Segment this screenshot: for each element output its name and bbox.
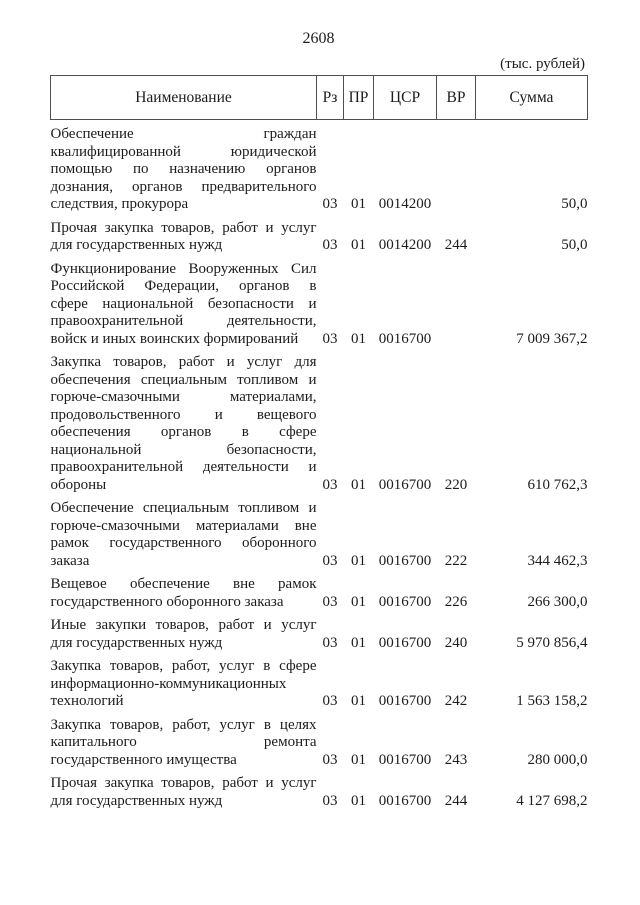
row-rz-cell: 03	[322, 792, 338, 809]
table-row	[51, 711, 588, 770]
row-csr-cell: 0014200	[378, 196, 432, 212]
row-vr-cell: 220	[444, 476, 468, 493]
page-content	[50, 0, 587, 810]
col-header-vr: ВР	[437, 76, 476, 120]
row-pr-cell: 01	[351, 237, 366, 253]
row-sum-cell: 344 462,3	[527, 552, 588, 569]
row-name-cell	[51, 214, 317, 255]
row-vr-cell: 240	[444, 634, 468, 651]
row-sum-cell: 1 563 158,2	[516, 693, 588, 709]
row-name-line: обороны	[50, 476, 107, 493]
row-name-line: заказа	[50, 552, 90, 569]
row-csr-cell: 0014200	[378, 237, 432, 253]
row-name-line: Закупка товаров, работ и услуг для	[50, 354, 317, 370]
col-header-pr: ПР	[344, 76, 374, 120]
row-csr-cell: 0016700	[378, 751, 432, 768]
table-row	[51, 494, 588, 570]
row-vr-cell: 222	[444, 552, 468, 569]
page-number: 2608	[302, 30, 335, 47]
row-name-line: Вещевое обеспечение вне рамок	[50, 576, 317, 592]
row-name-line: для государственных нужд	[50, 237, 223, 253]
row-pr-cell: 01	[351, 792, 366, 809]
row-name-line: войск и иных воинских формирований	[50, 330, 299, 347]
row-name-line: правоохранительной деятельности и	[50, 459, 317, 475]
row-vr-cell	[437, 255, 476, 349]
budget-table-body	[51, 120, 588, 811]
row-rz-cell: 03	[322, 237, 338, 253]
row-vr-cell	[437, 120, 476, 214]
row-name-cell	[51, 120, 317, 214]
row-name-line: дознания, органов предварительного	[50, 178, 317, 195]
row-name-cell	[51, 255, 317, 349]
table-row	[51, 611, 588, 652]
row-name-line: Прочая закупка товаров, работ и услуг	[50, 219, 317, 236]
row-rz-cell: 03	[322, 634, 338, 651]
row-name-line: Иные закупки товаров, работ и услуг	[50, 617, 317, 633]
row-rz-cell: 03	[322, 593, 338, 610]
table-row	[51, 255, 588, 349]
row-name-line: рамок государственного оборонного	[50, 535, 317, 551]
row-pr-cell: 01	[351, 196, 366, 212]
row-name-line: национальной безопасности,	[50, 441, 317, 458]
row-name-line: продовольственного и вещевого	[50, 406, 317, 423]
row-name-cell	[51, 570, 317, 611]
row-csr-cell: 0016700	[378, 476, 432, 493]
row-pr-cell: 01	[351, 693, 366, 709]
row-name-line: правоохранительной деятельности,	[50, 313, 317, 329]
row-name-line: обеспечения органов в сфере	[50, 424, 317, 440]
row-name-line: горюче-смазочными материалами вне	[50, 517, 317, 534]
row-csr-cell: 0016700	[378, 593, 432, 610]
row-pr-cell: 01	[351, 330, 366, 347]
row-pr-cell: 01	[351, 751, 366, 768]
col-header-naimenovanie: Наименование	[51, 76, 317, 120]
row-name-line: Прочая закупка товаров, работ и услуг	[50, 775, 317, 791]
row-name-line: информационно-коммуникационных	[50, 675, 287, 692]
row-csr-cell: 0016700	[378, 792, 432, 809]
row-sum-cell: 266 300,0	[527, 593, 588, 610]
row-sum-cell: 7 009 367,2	[516, 330, 588, 347]
row-name-cell	[51, 769, 317, 810]
row-rz-cell: 03	[322, 330, 338, 347]
row-vr-cell: 242	[444, 693, 468, 709]
row-name-cell	[51, 611, 317, 652]
row-sum-cell: 5 970 856,4	[516, 634, 588, 651]
row-rz-cell: 03	[322, 196, 338, 212]
row-name-line: сфере национальной безопасности и	[50, 295, 317, 312]
row-name-line: государственного имущества	[50, 751, 237, 768]
row-name-cell	[51, 348, 317, 494]
row-rz-cell: 03	[322, 476, 338, 493]
row-name-line: для государственных нужд	[50, 634, 223, 651]
row-name-line: помощью по назначению органов	[50, 161, 317, 177]
table-row	[51, 348, 588, 494]
table-row	[51, 652, 588, 711]
row-vr-cell: 243	[444, 751, 468, 768]
row-sum-cell: 610 762,3	[527, 476, 588, 493]
row-pr-cell: 01	[351, 634, 366, 651]
row-name-line: технологий	[50, 693, 124, 709]
budget-table	[50, 75, 588, 810]
row-name-cell	[51, 652, 317, 711]
row-pr-cell: 01	[351, 552, 366, 569]
row-csr-cell: 0016700	[378, 330, 432, 347]
row-rz-cell: 03	[322, 552, 338, 569]
row-name-line: для государственных нужд	[50, 792, 223, 809]
table-row	[51, 214, 588, 255]
col-header-rz: Рз	[317, 76, 344, 120]
row-csr-cell: 0016700	[378, 693, 432, 709]
row-name-line: следствия, прокурора	[50, 196, 189, 212]
row-name-line: государственного оборонного заказа	[50, 593, 284, 610]
table-row	[51, 120, 588, 214]
row-csr-cell: 0016700	[378, 634, 432, 651]
budget-table-header	[51, 76, 588, 120]
units-note: (тыс. рублей)	[500, 56, 585, 72]
row-sum-cell: 50,0	[561, 237, 588, 253]
row-pr-cell: 01	[351, 593, 366, 610]
col-header-csr: ЦСР	[374, 76, 437, 120]
row-name-line: горюче-смазочными материалами,	[50, 389, 317, 405]
row-name-line: капитального ремонта	[50, 734, 317, 750]
row-vr-cell: 244	[444, 792, 468, 809]
row-name-line: квалифицированной юридической	[50, 143, 317, 160]
row-pr-cell: 01	[351, 476, 366, 493]
table-row	[51, 769, 588, 810]
row-name-line: Российской Федерации, органов в	[50, 278, 317, 294]
row-name-cell	[51, 494, 317, 570]
row-sum-cell: 280 000,0	[527, 751, 588, 768]
col-header-summa: Сумма	[476, 76, 588, 120]
row-name-line: Закупка товаров, работ, услуг в целях	[50, 716, 317, 733]
row-name-line: Обеспечение специальным топливом и	[50, 500, 317, 516]
row-rz-cell: 03	[322, 693, 338, 709]
row-vr-cell: 244	[444, 237, 468, 253]
row-vr-cell: 226	[444, 593, 468, 610]
header-row	[51, 76, 588, 120]
row-name-cell	[51, 711, 317, 770]
row-name-line: Функционирование Вооруженных Сил	[50, 260, 317, 277]
row-rz-cell: 03	[322, 751, 338, 768]
row-name-line: Обеспечение граждан	[50, 126, 317, 142]
table-row	[51, 570, 588, 611]
row-csr-cell: 0016700	[378, 552, 432, 569]
row-sum-cell: 4 127 698,2	[516, 792, 588, 809]
row-name-line: Закупка товаров, работ, услуг в сфере	[50, 658, 317, 674]
row-name-line: обеспечения специальным топливом и	[50, 371, 317, 388]
row-sum-cell: 50,0	[561, 196, 588, 212]
